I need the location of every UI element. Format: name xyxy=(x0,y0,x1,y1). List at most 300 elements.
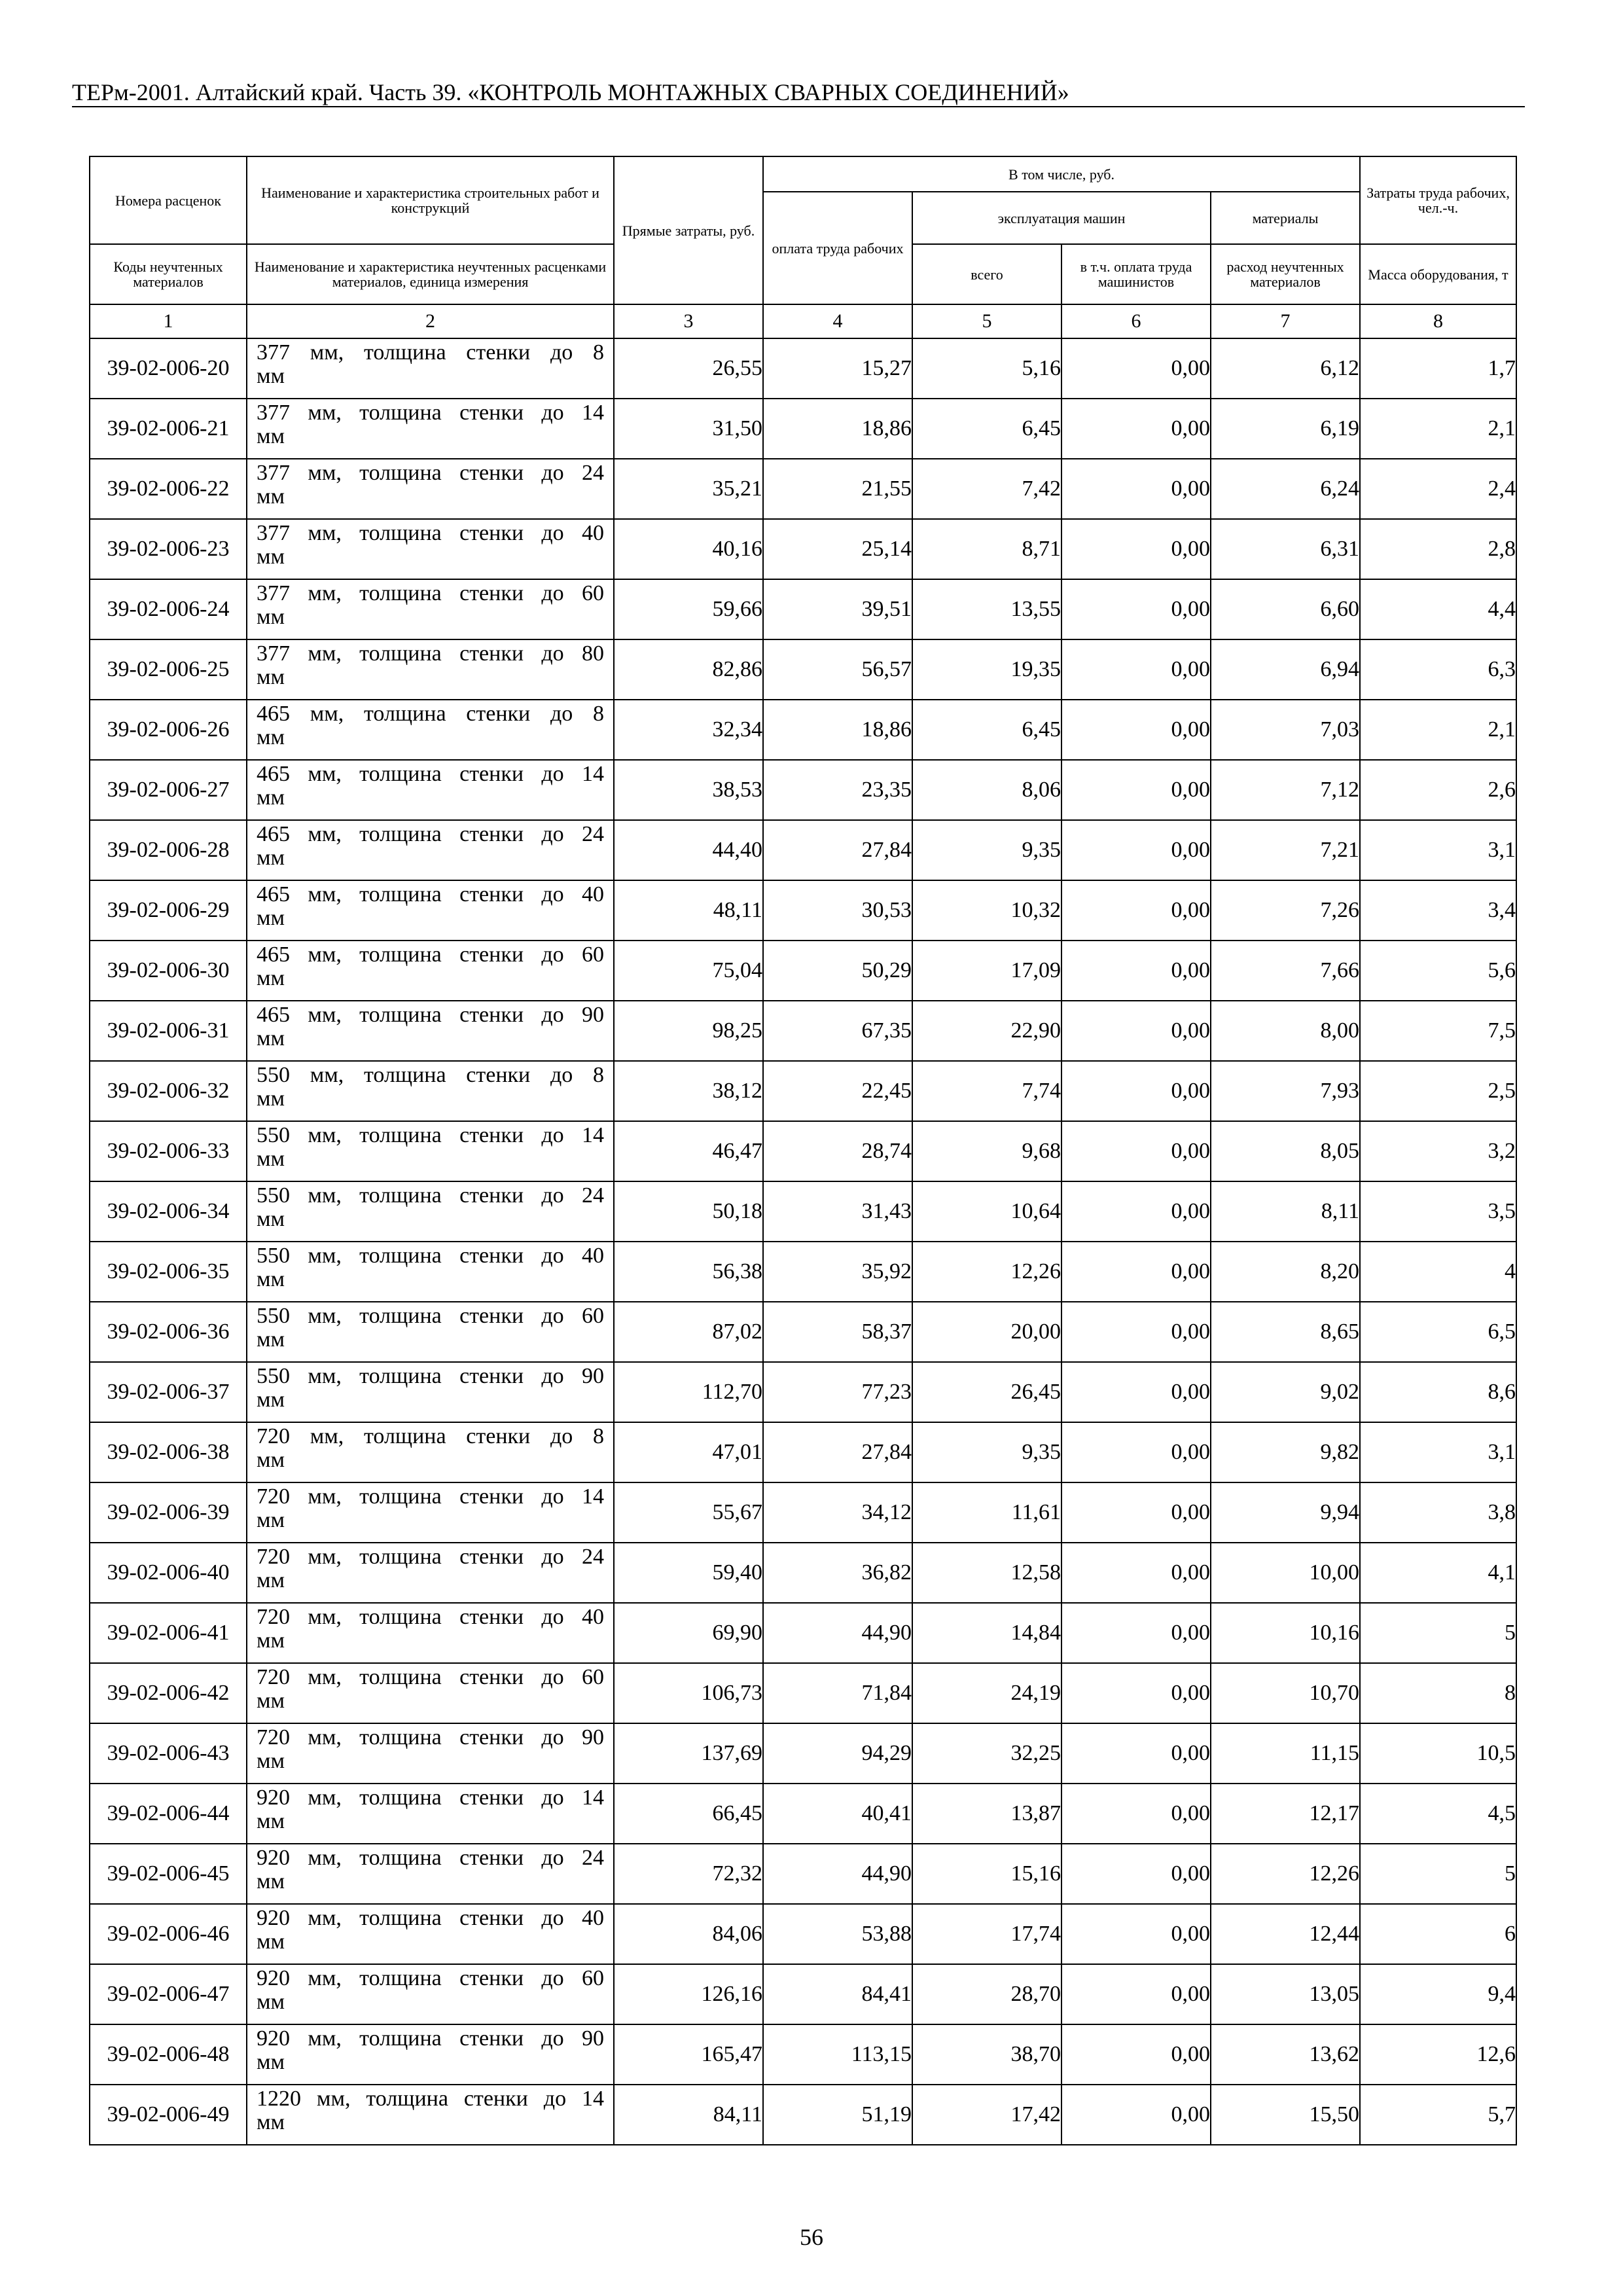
work-description-cell xyxy=(247,1422,614,1482)
work-description-unit: мм xyxy=(257,1990,285,2014)
work-description-text: 720 мм, толщина стенки до 8 xyxy=(257,1424,604,1448)
work-description-cell xyxy=(247,1061,614,1121)
worker-pay-cell: 34,12 xyxy=(763,1482,912,1543)
column-number: 2 xyxy=(247,304,614,338)
direct-costs-cell: 137,69 xyxy=(614,1723,763,1784)
rate-code-cell: 39-02-006-23 xyxy=(90,519,247,579)
rate-code-cell: 39-02-006-31 xyxy=(90,1001,247,1061)
table-row xyxy=(90,338,1516,399)
work-description-unit: мм xyxy=(257,605,285,629)
header-material-name: Наименование и характеристика неучтенных расценками материалов, единица измерения xyxy=(247,244,614,304)
labor-costs-cell: 8,6 xyxy=(1360,1362,1516,1422)
work-description-cell xyxy=(247,2085,614,2145)
worker-pay-cell: 94,29 xyxy=(763,1723,912,1784)
rate-code-cell: 39-02-006-34 xyxy=(90,1181,247,1242)
machine-operation-cell: 17,74 xyxy=(912,1904,1061,1964)
work-description-unit: мм xyxy=(257,1809,285,1833)
direct-costs-cell: 75,04 xyxy=(614,941,763,1001)
direct-costs-cell: 59,40 xyxy=(614,1543,763,1603)
materials-cell: 8,11 xyxy=(1211,1181,1360,1242)
operator-pay-cell: 0,00 xyxy=(1061,880,1211,941)
work-description-text: 720 мм, толщина стенки до 14 xyxy=(257,1484,604,1509)
labor-costs-cell: 3,1 xyxy=(1360,820,1516,880)
work-description-cell xyxy=(247,1242,614,1302)
table-row xyxy=(90,1001,1516,1061)
operator-pay-cell: 0,00 xyxy=(1061,1784,1211,1844)
labor-costs-cell: 3,5 xyxy=(1360,1181,1516,1242)
work-description-text: 465 мм, толщина стенки до 40 xyxy=(257,882,604,906)
machine-operation-cell: 15,16 xyxy=(912,1844,1061,1904)
work-description-unit: мм xyxy=(257,364,285,388)
direct-costs-cell: 106,73 xyxy=(614,1663,763,1723)
worker-pay-cell: 30,53 xyxy=(763,880,912,941)
header-unaccounted-materials: расход неучтенных материалов xyxy=(1211,244,1360,304)
labor-costs-cell: 5 xyxy=(1360,1844,1516,1904)
materials-cell: 8,20 xyxy=(1211,1242,1360,1302)
materials-cell: 9,02 xyxy=(1211,1362,1360,1422)
work-description-unit: мм xyxy=(257,665,285,689)
table-row xyxy=(90,2085,1516,2145)
labor-costs-cell: 2,8 xyxy=(1360,519,1516,579)
direct-costs-cell: 47,01 xyxy=(614,1422,763,1482)
table-row xyxy=(90,760,1516,820)
work-description-text: 550 мм, толщина стенки до 8 xyxy=(257,1063,604,1087)
rate-code-cell: 39-02-006-44 xyxy=(90,1784,247,1844)
header-work-name: Наименование и характеристика строительных работ и конструкций xyxy=(247,156,614,244)
work-description-text: 377 мм, толщина стенки до 24 xyxy=(257,461,604,485)
direct-costs-cell: 32,34 xyxy=(614,700,763,760)
labor-costs-cell: 3,4 xyxy=(1360,880,1516,941)
work-description-unit: мм xyxy=(257,785,285,810)
header-material-codes: Коды неучтенных материалов xyxy=(90,244,247,304)
direct-costs-cell: 87,02 xyxy=(614,1302,763,1362)
operator-pay-cell: 0,00 xyxy=(1061,1001,1211,1061)
worker-pay-cell: 58,37 xyxy=(763,1302,912,1362)
machine-operation-cell: 5,16 xyxy=(912,338,1061,399)
header-labor-costs: Затраты труда рабочих, чел.-ч. xyxy=(1360,156,1516,244)
rate-code-cell: 39-02-006-38 xyxy=(90,1422,247,1482)
column-number: 6 xyxy=(1061,304,1211,338)
column-numbers-row xyxy=(90,304,1516,338)
work-description-cell xyxy=(247,639,614,700)
work-description-unit: мм xyxy=(257,1448,285,1472)
work-description-cell xyxy=(247,1784,614,1844)
materials-cell: 9,82 xyxy=(1211,1422,1360,1482)
machine-operation-cell: 8,71 xyxy=(912,519,1061,579)
worker-pay-cell: 56,57 xyxy=(763,639,912,700)
work-description-unit: мм xyxy=(257,484,285,509)
work-description-cell xyxy=(247,880,614,941)
column-number: 5 xyxy=(912,304,1061,338)
machine-operation-cell: 7,42 xyxy=(912,459,1061,519)
work-description-cell xyxy=(247,2024,614,2085)
materials-cell: 6,12 xyxy=(1211,338,1360,399)
direct-costs-cell: 40,16 xyxy=(614,519,763,579)
rate-code-cell: 39-02-006-26 xyxy=(90,700,247,760)
direct-costs-cell: 44,40 xyxy=(614,820,763,880)
header-equipment-mass: Масса оборудования, т xyxy=(1360,244,1516,304)
direct-costs-cell: 82,86 xyxy=(614,639,763,700)
materials-cell: 6,19 xyxy=(1211,399,1360,459)
labor-costs-cell: 9,4 xyxy=(1360,1964,1516,2024)
work-description-cell xyxy=(247,760,614,820)
operator-pay-cell: 0,00 xyxy=(1061,1844,1211,1904)
work-description-cell xyxy=(247,1181,614,1242)
direct-costs-cell: 35,21 xyxy=(614,459,763,519)
machine-operation-cell: 6,45 xyxy=(912,700,1061,760)
materials-cell: 8,00 xyxy=(1211,1001,1360,1061)
rate-code-cell: 39-02-006-45 xyxy=(90,1844,247,1904)
column-number: 3 xyxy=(614,304,763,338)
machine-operation-cell: 24,19 xyxy=(912,1663,1061,1723)
worker-pay-cell: 113,15 xyxy=(763,2024,912,2085)
rate-code-cell: 39-02-006-39 xyxy=(90,1482,247,1543)
table-row xyxy=(90,1482,1516,1543)
work-description-unit: мм xyxy=(257,2110,285,2134)
direct-costs-cell: 165,47 xyxy=(614,2024,763,2085)
worker-pay-cell: 39,51 xyxy=(763,579,912,639)
labor-costs-cell: 12,6 xyxy=(1360,2024,1516,2085)
page-header-title: ТЕРм-2001. Алтайский край. Часть 39. «КОНТРОЛЬ МОНТАЖНЫХ СВАРНЫХ СОЕДИНЕНИЙ» xyxy=(72,79,1069,105)
machine-operation-cell: 13,55 xyxy=(912,579,1061,639)
labor-costs-cell: 4 xyxy=(1360,1242,1516,1302)
work-description-unit: мм xyxy=(257,1568,285,1592)
labor-costs-cell: 3,8 xyxy=(1360,1482,1516,1543)
work-description-unit: мм xyxy=(257,1086,285,1111)
worker-pay-cell: 31,43 xyxy=(763,1181,912,1242)
direct-costs-cell: 69,90 xyxy=(614,1603,763,1663)
work-description-unit: мм xyxy=(257,1869,285,1893)
labor-costs-cell: 10,5 xyxy=(1360,1723,1516,1784)
machine-operation-cell: 14,84 xyxy=(912,1603,1061,1663)
work-description-text: 720 мм, толщина стенки до 40 xyxy=(257,1605,604,1629)
work-description-unit: мм xyxy=(257,1689,285,1713)
operator-pay-cell: 0,00 xyxy=(1061,2085,1211,2145)
machine-operation-cell: 26,45 xyxy=(912,1362,1061,1422)
rates-table xyxy=(89,156,1517,2145)
operator-pay-cell: 0,00 xyxy=(1061,399,1211,459)
work-description-cell xyxy=(247,1121,614,1181)
operator-pay-cell: 0,00 xyxy=(1061,1723,1211,1784)
labor-costs-cell: 2,1 xyxy=(1360,399,1516,459)
worker-pay-cell: 22,45 xyxy=(763,1061,912,1121)
table-row xyxy=(90,1603,1516,1663)
operator-pay-cell: 0,00 xyxy=(1061,459,1211,519)
materials-cell: 10,70 xyxy=(1211,1663,1360,1723)
worker-pay-cell: 35,92 xyxy=(763,1242,912,1302)
worker-pay-cell: 21,55 xyxy=(763,459,912,519)
worker-pay-cell: 18,86 xyxy=(763,700,912,760)
materials-cell: 8,65 xyxy=(1211,1302,1360,1362)
work-description-text: 377 мм, толщина стенки до 80 xyxy=(257,641,604,666)
table-row xyxy=(90,1362,1516,1422)
labor-costs-cell: 5,6 xyxy=(1360,941,1516,1001)
header-machine-operation: эксплуатация машин xyxy=(912,192,1211,244)
direct-costs-cell: 59,66 xyxy=(614,579,763,639)
labor-costs-cell: 8 xyxy=(1360,1663,1516,1723)
work-description-text: 920 мм, толщина стенки до 90 xyxy=(257,2026,604,2051)
materials-cell: 7,03 xyxy=(1211,700,1360,760)
materials-cell: 9,94 xyxy=(1211,1482,1360,1543)
materials-cell: 6,60 xyxy=(1211,579,1360,639)
page-number: 56 xyxy=(800,2224,823,2250)
labor-costs-cell: 6,5 xyxy=(1360,1302,1516,1362)
labor-costs-cell: 7,5 xyxy=(1360,1001,1516,1061)
operator-pay-cell: 0,00 xyxy=(1061,1422,1211,1482)
work-description-unit: мм xyxy=(257,1267,285,1291)
labor-costs-cell: 2,1 xyxy=(1360,700,1516,760)
direct-costs-cell: 38,53 xyxy=(614,760,763,820)
labor-costs-cell: 1,7 xyxy=(1360,338,1516,399)
work-description-unit: мм xyxy=(257,545,285,569)
operator-pay-cell: 0,00 xyxy=(1061,1362,1211,1422)
work-description-text: 920 мм, толщина стенки до 40 xyxy=(257,1906,604,1930)
work-description-cell xyxy=(247,941,614,1001)
materials-cell: 12,26 xyxy=(1211,1844,1360,1904)
machine-operation-cell: 32,25 xyxy=(912,1723,1061,1784)
header-worker-pay: оплата труда рабочих xyxy=(763,192,912,304)
materials-cell: 7,21 xyxy=(1211,820,1360,880)
direct-costs-cell: 55,67 xyxy=(614,1482,763,1543)
work-description-text: 1220 мм, толщина стенки до 14 xyxy=(257,2087,604,2111)
worker-pay-cell: 15,27 xyxy=(763,338,912,399)
machine-operation-cell: 17,09 xyxy=(912,941,1061,1001)
machine-operation-cell: 10,32 xyxy=(912,880,1061,941)
work-description-text: 465 мм, толщина стенки до 90 xyxy=(257,1003,604,1027)
worker-pay-cell: 71,84 xyxy=(763,1663,912,1723)
table-row xyxy=(90,1964,1516,2024)
table-row xyxy=(90,880,1516,941)
direct-costs-cell: 26,55 xyxy=(614,338,763,399)
work-description-unit: мм xyxy=(257,1327,285,1352)
work-description-cell xyxy=(247,338,614,399)
rate-code-cell: 39-02-006-47 xyxy=(90,1964,247,2024)
direct-costs-cell: 38,12 xyxy=(614,1061,763,1121)
work-description-cell xyxy=(247,1001,614,1061)
operator-pay-cell: 0,00 xyxy=(1061,1603,1211,1663)
direct-costs-cell: 56,38 xyxy=(614,1242,763,1302)
worker-pay-cell: 18,86 xyxy=(763,399,912,459)
column-number: 8 xyxy=(1360,304,1516,338)
rate-code-cell: 39-02-006-43 xyxy=(90,1723,247,1784)
work-description-unit: мм xyxy=(257,1628,285,1653)
work-description-cell xyxy=(247,1964,614,2024)
machine-operation-cell: 38,70 xyxy=(912,2024,1061,2085)
worker-pay-cell: 53,88 xyxy=(763,1904,912,1964)
header-total: всего xyxy=(912,244,1061,304)
work-description-text: 465 мм, толщина стенки до 24 xyxy=(257,822,604,846)
column-number: 4 xyxy=(763,304,912,338)
header-rule xyxy=(72,106,1525,107)
materials-cell: 10,16 xyxy=(1211,1603,1360,1663)
table-row xyxy=(90,1784,1516,1844)
work-description-text: 550 мм, толщина стенки до 90 xyxy=(257,1364,604,1388)
operator-pay-cell: 0,00 xyxy=(1061,1302,1211,1362)
work-description-unit: мм xyxy=(257,725,285,749)
work-description-cell xyxy=(247,1663,614,1723)
operator-pay-cell: 0,00 xyxy=(1061,1663,1211,1723)
work-description-cell xyxy=(247,820,614,880)
table-row xyxy=(90,579,1516,639)
work-description-unit: мм xyxy=(257,1508,285,1532)
rate-code-cell: 39-02-006-25 xyxy=(90,639,247,700)
table-row xyxy=(90,519,1516,579)
direct-costs-cell: 72,32 xyxy=(614,1844,763,1904)
work-description-text: 550 мм, толщина стенки до 24 xyxy=(257,1183,604,1208)
machine-operation-cell: 9,35 xyxy=(912,820,1061,880)
work-description-text: 465 мм, толщина стенки до 8 xyxy=(257,702,604,726)
worker-pay-cell: 84,41 xyxy=(763,1964,912,2024)
header-including: В том числе, руб. xyxy=(763,156,1360,192)
rate-code-cell: 39-02-006-36 xyxy=(90,1302,247,1362)
work-description-text: 720 мм, толщина стенки до 60 xyxy=(257,1665,604,1689)
work-description-text: 465 мм, толщина стенки до 60 xyxy=(257,942,604,967)
header-rate-numbers: Номера расценок xyxy=(90,156,247,244)
operator-pay-cell: 0,00 xyxy=(1061,1181,1211,1242)
worker-pay-cell: 77,23 xyxy=(763,1362,912,1422)
worker-pay-cell: 51,19 xyxy=(763,2085,912,2145)
rate-code-cell: 39-02-006-42 xyxy=(90,1663,247,1723)
rate-code-cell: 39-02-006-40 xyxy=(90,1543,247,1603)
worker-pay-cell: 27,84 xyxy=(763,1422,912,1482)
worker-pay-cell: 67,35 xyxy=(763,1001,912,1061)
work-description-text: 720 мм, толщина стенки до 90 xyxy=(257,1725,604,1749)
machine-operation-cell: 9,35 xyxy=(912,1422,1061,1482)
rate-code-cell: 39-02-006-33 xyxy=(90,1121,247,1181)
work-description-cell xyxy=(247,1904,614,1964)
header-operator-pay: в т.ч. оплата труда машинистов xyxy=(1061,244,1211,304)
direct-costs-cell: 84,06 xyxy=(614,1904,763,1964)
work-description-text: 920 мм, толщина стенки до 14 xyxy=(257,1785,604,1810)
operator-pay-cell: 0,00 xyxy=(1061,700,1211,760)
table-row xyxy=(90,1242,1516,1302)
work-description-text: 550 мм, толщина стенки до 60 xyxy=(257,1304,604,1328)
materials-cell: 7,66 xyxy=(1211,941,1360,1001)
worker-pay-cell: 40,41 xyxy=(763,1784,912,1844)
machine-operation-cell: 12,58 xyxy=(912,1543,1061,1603)
table-row xyxy=(90,639,1516,700)
rate-code-cell: 39-02-006-20 xyxy=(90,338,247,399)
table-row xyxy=(90,1904,1516,1964)
work-description-unit: мм xyxy=(257,1147,285,1171)
work-description-text: 465 мм, толщина стенки до 14 xyxy=(257,762,604,786)
work-description-unit: мм xyxy=(257,1388,285,1412)
table-row xyxy=(90,820,1516,880)
work-description-unit: мм xyxy=(257,1207,285,1231)
materials-cell: 13,05 xyxy=(1211,1964,1360,2024)
materials-cell: 11,15 xyxy=(1211,1723,1360,1784)
work-description-cell xyxy=(247,700,614,760)
direct-costs-cell: 84,11 xyxy=(614,2085,763,2145)
materials-cell: 7,12 xyxy=(1211,760,1360,820)
work-description-unit: мм xyxy=(257,1026,285,1050)
work-description-cell xyxy=(247,399,614,459)
work-description-text: 377 мм, толщина стенки до 40 xyxy=(257,521,604,545)
work-description-cell xyxy=(247,459,614,519)
worker-pay-cell: 36,82 xyxy=(763,1543,912,1603)
table-row xyxy=(90,941,1516,1001)
direct-costs-cell: 66,45 xyxy=(614,1784,763,1844)
machine-operation-cell: 9,68 xyxy=(912,1121,1061,1181)
table-row xyxy=(90,1422,1516,1482)
work-description-text: 550 мм, толщина стенки до 40 xyxy=(257,1244,604,1268)
work-description-cell xyxy=(247,1543,614,1603)
work-description-cell xyxy=(247,1482,614,1543)
rate-code-cell: 39-02-006-22 xyxy=(90,459,247,519)
direct-costs-cell: 48,11 xyxy=(614,880,763,941)
materials-cell: 7,26 xyxy=(1211,880,1360,941)
rate-code-cell: 39-02-006-24 xyxy=(90,579,247,639)
operator-pay-cell: 0,00 xyxy=(1061,1482,1211,1543)
rate-code-cell: 39-02-006-27 xyxy=(90,760,247,820)
rate-code-cell: 39-02-006-37 xyxy=(90,1362,247,1422)
rate-code-cell: 39-02-006-35 xyxy=(90,1242,247,1302)
operator-pay-cell: 0,00 xyxy=(1061,1904,1211,1964)
table-row xyxy=(90,1543,1516,1603)
work-description-cell xyxy=(247,1362,614,1422)
work-description-cell xyxy=(247,1302,614,1362)
operator-pay-cell: 0,00 xyxy=(1061,760,1211,820)
labor-costs-cell: 4,1 xyxy=(1360,1543,1516,1603)
labor-costs-cell: 6,3 xyxy=(1360,639,1516,700)
work-description-cell xyxy=(247,579,614,639)
rate-code-cell: 39-02-006-32 xyxy=(90,1061,247,1121)
work-description-text: 550 мм, толщина стенки до 14 xyxy=(257,1123,604,1147)
work-description-text: 377 мм, толщина стенки до 14 xyxy=(257,401,604,425)
work-description-cell xyxy=(247,1723,614,1784)
machine-operation-cell: 11,61 xyxy=(912,1482,1061,1543)
materials-cell: 13,62 xyxy=(1211,2024,1360,2085)
header-direct-costs: Прямые затраты, руб. xyxy=(614,156,763,304)
machine-operation-cell: 20,00 xyxy=(912,1302,1061,1362)
materials-cell: 12,44 xyxy=(1211,1904,1360,1964)
machine-operation-cell: 28,70 xyxy=(912,1964,1061,2024)
table-row xyxy=(90,1663,1516,1723)
operator-pay-cell: 0,00 xyxy=(1061,579,1211,639)
rate-code-cell: 39-02-006-30 xyxy=(90,941,247,1001)
materials-cell: 8,05 xyxy=(1211,1121,1360,1181)
machine-operation-cell: 8,06 xyxy=(912,760,1061,820)
table-row xyxy=(90,2024,1516,2085)
column-number: 1 xyxy=(90,304,247,338)
table-row xyxy=(90,1723,1516,1784)
worker-pay-cell: 28,74 xyxy=(763,1121,912,1181)
work-description-text: 920 мм, толщина стенки до 24 xyxy=(257,1846,604,1870)
work-description-cell xyxy=(247,1844,614,1904)
labor-costs-cell: 3,2 xyxy=(1360,1121,1516,1181)
rate-code-cell: 39-02-006-29 xyxy=(90,880,247,941)
direct-costs-cell: 31,50 xyxy=(614,399,763,459)
work-description-unit: мм xyxy=(257,1749,285,1773)
direct-costs-cell: 50,18 xyxy=(614,1181,763,1242)
labor-costs-cell: 2,4 xyxy=(1360,459,1516,519)
operator-pay-cell: 0,00 xyxy=(1061,1964,1211,2024)
materials-cell: 12,17 xyxy=(1211,1784,1360,1844)
work-description-text: 720 мм, толщина стенки до 24 xyxy=(257,1545,604,1569)
worker-pay-cell: 27,84 xyxy=(763,820,912,880)
header-materials: материалы xyxy=(1211,192,1360,244)
operator-pay-cell: 0,00 xyxy=(1061,1121,1211,1181)
rate-code-cell: 39-02-006-28 xyxy=(90,820,247,880)
materials-cell: 7,93 xyxy=(1211,1061,1360,1121)
materials-cell: 6,94 xyxy=(1211,639,1360,700)
worker-pay-cell: 23,35 xyxy=(763,760,912,820)
labor-costs-cell: 2,6 xyxy=(1360,760,1516,820)
rate-code-cell: 39-02-006-48 xyxy=(90,2024,247,2085)
work-description-unit: мм xyxy=(257,1929,285,1954)
labor-costs-cell: 5,7 xyxy=(1360,2085,1516,2145)
machine-operation-cell: 7,74 xyxy=(912,1061,1061,1121)
